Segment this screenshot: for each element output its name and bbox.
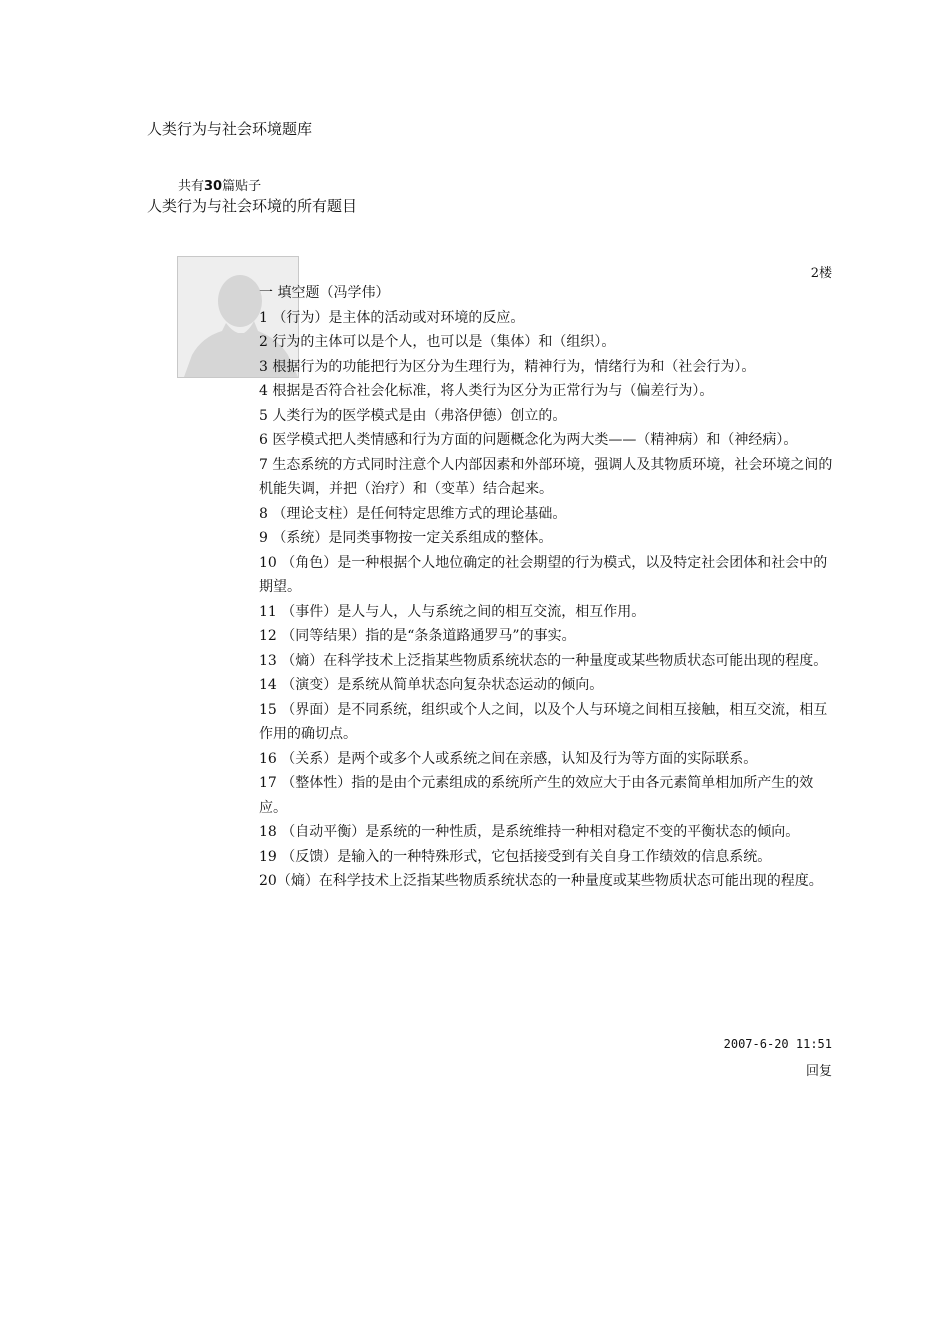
post-line: 8 （理论支柱）是任何特定思维方式的理论基础。	[259, 505, 567, 522]
post-line: 20（熵）在科学技术上泛指某些物质系统状态的一种量度或某些物质状态可能出现的程度。	[259, 873, 823, 889]
post-line: 10 （角色）是一种根据个人地位确定的社会期望的行为模式，以及特定社会团体和社会中的期望。	[259, 554, 828, 595]
post-count-suffix: 篇贴子	[222, 179, 262, 194]
post-count-number: 30	[204, 179, 223, 194]
post-line: 一 填空题（冯学伟）	[259, 285, 390, 301]
post-line: 7 生态系统的方式同时注意个人内部因素和外部环境，强调人及其物质环境，社会环境之间的机能失调，并把（治疗）和（变革）结合起来。	[259, 456, 833, 497]
post-line: 2 行为的主体可以是个人，也可以是（集体）和（组织）。	[259, 334, 616, 350]
page-title: 人类行为与社会环境题库	[147, 120, 313, 138]
post-line: 3 根据行为的功能把行为区分为生理行为，精神行为，情绪行为和（社会行为）。	[259, 358, 756, 375]
post-line: 4 根据是否符合社会化标准，将人类行为区分为正常行为与（偏差行为）。	[259, 383, 714, 399]
post-line: 18 （自动平衡）是系统的一种性质，是系统维持一种相对稳定不变的平衡状态的倾向。	[259, 824, 800, 840]
post-line: 1 （行为）是主体的活动或对环境的反应。	[259, 309, 525, 326]
post-line: 13 （熵）在科学技术上泛指某些物质系统状态的一种量度或某些物质状态可能出现的程度。	[259, 652, 828, 669]
post-line: 11 （事件）是人与人，人与系统之间的相互交流，相互作用。	[259, 603, 646, 620]
post-timestamp: 2007-6-20 11:51	[723, 1037, 832, 1051]
post-line: 5 人类行为的医学模式是由（弗洛伊德）创立的。	[259, 407, 567, 424]
post-line: 14 （演变）是系统从简单状态向复杂状态运动的倾向。	[259, 677, 604, 693]
thread-title: 人类行为与社会环境的所有题目	[147, 197, 358, 215]
post-line: 12 （同等结果）指的是“条条道路通罗马”的事实。	[259, 628, 576, 644]
post-line: 15 （界面）是不同系统，组织或个人之间，以及个人与环境之间相互接触，相互交流，相互作用的确切点。	[259, 701, 828, 742]
post-count	[178, 175, 261, 194]
floor-label: 2楼	[810, 266, 832, 281]
reply-link[interactable]: 回复	[805, 1064, 832, 1079]
post-count-prefix: 共有	[178, 179, 205, 194]
post-line: 17 （整体性）指的是由个元素组成的系统所产生的效应大于由各元素简单相加所产生的效应。	[259, 775, 814, 816]
post-line: 19 （反馈）是输入的一种特殊形式，它包括接受到有关自身工作绩效的信息系统。	[259, 848, 772, 865]
post-line: 6 医学模式把人类情感和行为方面的问题概念化为两大类——（精神病）和（神经病）。	[259, 432, 798, 448]
post-line: 16 （关系）是两个或多个人或系统之间在亲感，认知及行为等方面的实际联系。	[259, 750, 758, 767]
post-line: 9 （系统）是同类事物按一定关系组成的整体。	[259, 530, 553, 546]
post-body	[259, 281, 834, 894]
